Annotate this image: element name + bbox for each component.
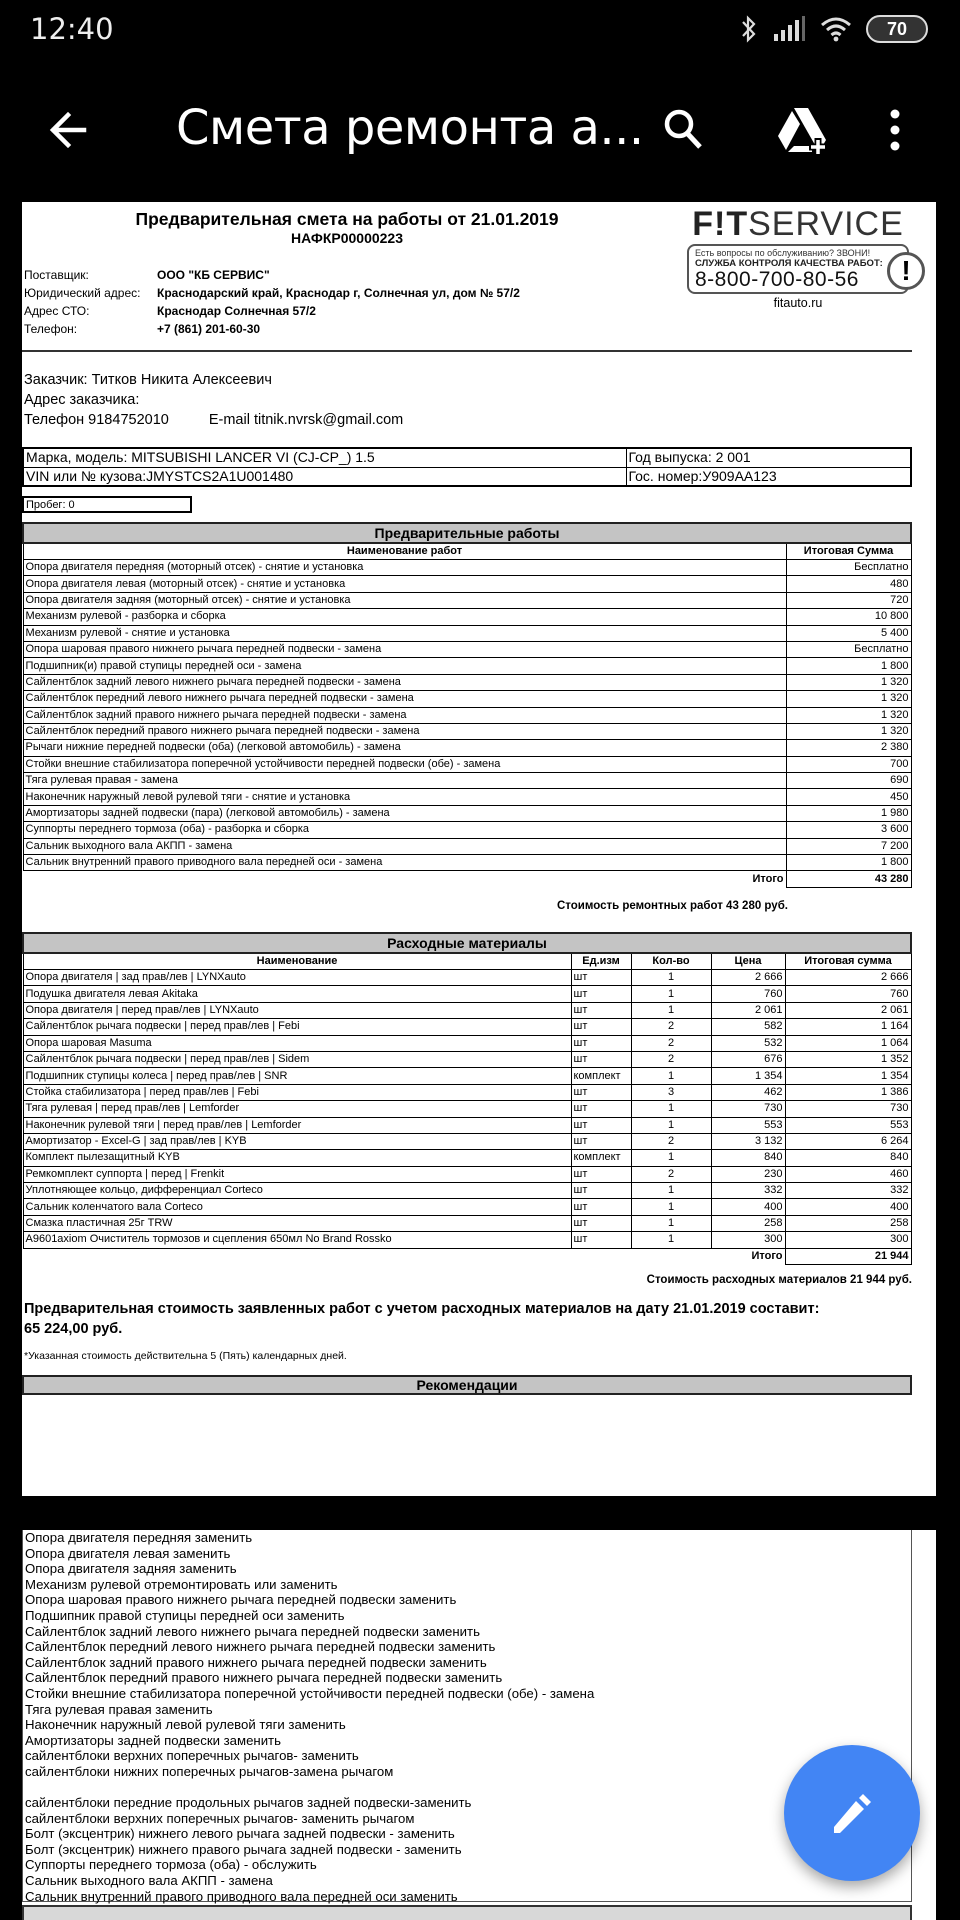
more-vert-icon[interactable] xyxy=(880,102,910,158)
material-price: 2 061 xyxy=(711,1002,785,1018)
work-name: Наконечник наружный левой рулевой тяги - снятие и установка xyxy=(23,789,786,805)
materials-row xyxy=(23,1051,911,1067)
material-sum: 1 386 xyxy=(785,1084,911,1100)
legal-address-value: Краснодарский край, Краснодар г, Солнечная ул, дом № 57/2 xyxy=(157,286,520,300)
material-qty: 1 xyxy=(631,1101,711,1117)
materials-row xyxy=(23,1199,911,1215)
recommendations-header: Рекомендации xyxy=(22,1375,912,1395)
material-price: 3 132 xyxy=(711,1133,785,1149)
material-unit: комплект xyxy=(571,1150,631,1166)
work-name: Сайлентблок задний правого нижнего рычага передней подвески - замена xyxy=(23,707,786,723)
grand-total xyxy=(24,1299,819,1339)
works-row xyxy=(23,674,911,690)
signal-icon xyxy=(772,16,806,42)
recommendation-item: Сайлентблок передний левого нижнего рычага передней подвески заменить xyxy=(25,1639,496,1655)
works-header-name: Наименование работ xyxy=(23,543,786,560)
work-name: Сайлентблок задний левого нижнего рычага передней подвески - замена xyxy=(23,674,786,690)
recommendation-item: Болт (эксцентрик) нижнего правого рычага задней подвески - заменить xyxy=(25,1841,462,1857)
supplier-value: ООО "КБ СЕРВИС" xyxy=(157,268,270,282)
fitservice-logo xyxy=(678,204,918,314)
material-qty: 2 xyxy=(631,1051,711,1067)
grand-total-value: 65 224,00 руб. xyxy=(24,1321,123,1337)
material-unit: шт xyxy=(571,1101,631,1117)
works-row xyxy=(23,838,911,854)
material-qty: 1 xyxy=(631,1215,711,1231)
materials-row xyxy=(23,970,911,986)
recommendation-item: Подшипник правой ступицы передней оси заменить xyxy=(25,1607,345,1623)
work-sum: 1 320 xyxy=(786,707,911,723)
recommendation-item: Опора двигателя передняя заменить xyxy=(25,1530,253,1545)
material-name: Подушка двигателя левая Akitaka xyxy=(23,986,571,1002)
materials-table xyxy=(22,932,912,1265)
vehicle-model: Марка, модель: MITSUBISHI LANCER VI (CJ-CP_) 1.5 xyxy=(23,448,626,467)
works-row xyxy=(23,855,911,871)
supplier-phone-row xyxy=(24,320,520,338)
service-address-value: Краснодар Солнечная 57/2 xyxy=(157,304,316,318)
vehicle-row xyxy=(23,467,911,486)
work-name: Сальник выходного вала АКПП - замена xyxy=(23,838,786,854)
material-price: 332 xyxy=(711,1183,785,1199)
work-name: Сальник внутренний правого приводного вала передней оси - замена xyxy=(23,855,786,871)
works-total-value: 43 280 xyxy=(786,871,911,887)
recommendation-item: сайлентблоки верхних поперечных рычагов- заменить xyxy=(25,1748,359,1764)
material-sum: 258 xyxy=(785,1215,911,1231)
work-name: Механизм рулевой - разборка и сборка xyxy=(23,609,786,625)
material-sum: 840 xyxy=(785,1150,911,1166)
work-sum: 3 600 xyxy=(786,822,911,838)
work-name: Сайлентблок передний левого нижнего рычага передней подвески - замена xyxy=(23,691,786,707)
works-row xyxy=(23,641,911,657)
recommendation-item: Стойки внешние стабилизатора поперечной устойчивости передней подвески (обе) - замена xyxy=(25,1685,595,1701)
material-name: Наконечник рулевой тяги | перед прав/лев | Lemforder xyxy=(23,1117,571,1133)
work-sum: 5 400 xyxy=(786,625,911,641)
recommendation-item: Болт (эксцентрик) нижнего левого рычага задней подвески - заменить xyxy=(25,1826,455,1842)
materials-row xyxy=(23,1133,911,1149)
material-unit: шт xyxy=(571,1133,631,1149)
material-price: 2 666 xyxy=(711,970,785,986)
grand-total-text: Предварительная стоимость заявленных работ с учетом расходных материалов на дату 21.01.2019 составит: xyxy=(24,1301,820,1317)
logo-phone: 8-800-700-80-56 xyxy=(695,268,859,291)
materials-section-title: Расходные материалы xyxy=(23,933,911,953)
materials-row xyxy=(23,1166,911,1182)
work-sum: 480 xyxy=(786,576,911,592)
recommendation-item: Сайлентблок задний правого нижнего рычага передней подвески заменить xyxy=(25,1654,487,1670)
material-name: Опора шаровая Masuma xyxy=(23,1035,571,1051)
material-sum: 460 xyxy=(785,1166,911,1182)
status-time: 12:40 xyxy=(30,12,114,46)
works-total-label: Итого xyxy=(752,872,784,885)
edit-fab-button[interactable] xyxy=(784,1745,920,1881)
logo-quality-text: СЛУЖБА КОНТРОЛЯ КАЧЕСТВА РАБОТ: xyxy=(695,258,883,269)
works-cost-line: Стоимость ремонтных работ 43 280 руб. xyxy=(556,900,788,912)
work-sum: 1 980 xyxy=(786,805,911,821)
material-qty: 1 xyxy=(631,1150,711,1166)
material-unit: шт xyxy=(571,986,631,1002)
work-sum: Бесплатно xyxy=(786,641,911,657)
works-row xyxy=(23,625,911,641)
material-price: 553 xyxy=(711,1117,785,1133)
materials-row xyxy=(23,1019,911,1035)
logo-hotline-box xyxy=(687,244,909,294)
material-name: Опора двигателя | перед прав/лев | LYNXauto xyxy=(23,1002,571,1018)
material-price: 462 xyxy=(711,1084,785,1100)
arrow-back-icon[interactable] xyxy=(44,105,94,155)
material-unit: шт xyxy=(571,1084,631,1100)
recommendation-item: Опора двигателя левая заменить xyxy=(25,1545,231,1561)
logo-brand-bold: F!T xyxy=(692,205,749,243)
material-unit: шт xyxy=(571,1199,631,1215)
wifi-icon xyxy=(820,16,852,42)
recommendation-item: Сайлентблок передний правого нижнего рычага передней подвески заменить xyxy=(25,1670,503,1686)
work-sum: 2 380 xyxy=(786,740,911,756)
vehicle-vin: VIN или № кузова:JMYSTCS2A1U001480 xyxy=(23,467,626,486)
service-address-row xyxy=(24,302,520,320)
material-unit: шт xyxy=(571,1051,631,1067)
customer-address: Адрес заказчика: xyxy=(24,392,140,408)
works-row xyxy=(23,560,911,576)
work-name: Рычаги нижние передней подвески (оба) (легковой автомобиль) - замена xyxy=(23,740,786,756)
status-bar xyxy=(0,0,960,60)
works-header-sum: Итоговая Сумма xyxy=(786,543,911,560)
app-bar xyxy=(0,60,960,200)
customer-contacts xyxy=(24,410,403,430)
works-row xyxy=(23,609,911,625)
works-row xyxy=(23,592,911,608)
material-name: Сайлентблок рычага подвески | перед прав/лев | Febi xyxy=(23,1019,571,1035)
logo-brand xyxy=(678,204,918,244)
material-unit: шт xyxy=(571,970,631,986)
material-sum: 400 xyxy=(785,1199,911,1215)
battery-indicator xyxy=(866,15,928,43)
material-name: Стойка стабилизатора | перед прав/лев | Febi xyxy=(23,1084,571,1100)
recommendation-item: Сальник внутренний правого приводного вала передней оси заменить xyxy=(25,1888,458,1904)
works-row xyxy=(23,740,911,756)
work-sum: 720 xyxy=(786,592,911,608)
recommendation-item: сайлентблоки нижних поперечных рычагов-замена рычагом xyxy=(25,1763,394,1779)
search-icon[interactable] xyxy=(656,102,712,158)
recommendation-item: Опора шаровая правого нижнего рычага передней подвески заменить xyxy=(25,1592,457,1608)
materials-row xyxy=(23,1002,911,1018)
supplier-label: Поставщик: xyxy=(24,268,89,282)
work-sum: 1 320 xyxy=(786,691,911,707)
work-sum: 1 800 xyxy=(786,658,911,674)
material-unit: шт xyxy=(571,1117,631,1133)
material-qty: 1 xyxy=(631,1183,711,1199)
customer-email: E-mail titnik.nvrsk@gmail.com xyxy=(208,412,404,428)
work-sum: 10 800 xyxy=(786,609,911,625)
work-name: Стойки внешние стабилизатора поперечной устойчивости передней подвески (обе) - замена xyxy=(23,756,786,772)
material-name: A9601axiom Очиститель тормозов и сцепления 650мл No Brand Rossko xyxy=(23,1232,571,1248)
material-sum: 300 xyxy=(785,1232,911,1248)
divider xyxy=(22,350,912,352)
materials-row xyxy=(23,1035,911,1051)
material-sum: 760 xyxy=(785,986,911,1002)
material-price: 676 xyxy=(711,1051,785,1067)
recommendation-item: Тяга рулевая правая заменить xyxy=(25,1701,213,1717)
works-row xyxy=(23,805,911,821)
material-unit: шт xyxy=(571,1183,631,1199)
service-address-label: Адрес СТО: xyxy=(24,304,90,318)
material-price: 1 354 xyxy=(711,1068,785,1084)
material-sum: 2 061 xyxy=(785,1002,911,1018)
material-qty: 1 xyxy=(631,986,711,1002)
material-qty: 2 xyxy=(631,1019,711,1035)
works-header-row xyxy=(23,543,911,560)
bluetooth-icon xyxy=(740,14,758,44)
works-row xyxy=(23,576,911,592)
material-price: 400 xyxy=(711,1199,785,1215)
work-sum: 1 320 xyxy=(786,674,911,690)
recommendation-item: Амортизаторы задней подвески заменить xyxy=(25,1732,281,1748)
recommendation-item xyxy=(25,1780,911,1796)
recommendation-item: Наконечник наружный левой рулевой тяги заменить xyxy=(25,1717,346,1733)
materials-row xyxy=(23,1150,911,1166)
supplier-row xyxy=(24,266,520,284)
works-row xyxy=(23,658,911,674)
material-sum: 6 264 xyxy=(785,1133,911,1149)
material-price: 840 xyxy=(711,1150,785,1166)
material-unit: шт xyxy=(571,1035,631,1051)
material-price: 760 xyxy=(711,986,785,1002)
works-section-title: Предварительные работы xyxy=(23,523,911,543)
work-name: Механизм рулевой - снятие и установка xyxy=(23,625,786,641)
materials-row xyxy=(23,1117,911,1133)
logo-hotline-text: Есть вопросы по обслуживанию? ЗВОНИ! xyxy=(695,248,871,258)
customer-phone: Телефон 9184752010 xyxy=(24,412,169,428)
materials-header-qty: Кол-во xyxy=(631,953,711,970)
work-sum: 1 320 xyxy=(786,723,911,739)
material-unit: шт xyxy=(571,1019,631,1035)
materials-row xyxy=(23,1084,911,1100)
material-name: Смазка пластичная 25г TRW xyxy=(23,1215,571,1231)
material-sum: 2 666 xyxy=(785,970,911,986)
legal-address-row xyxy=(24,284,520,302)
material-name: Опора двигателя | зад прав/лев | LYNXauto xyxy=(23,970,571,986)
materials-row xyxy=(23,1183,911,1199)
work-sum: 690 xyxy=(786,773,911,789)
material-qty: 1 xyxy=(631,1199,711,1215)
works-row xyxy=(23,789,911,805)
material-unit: шт xyxy=(571,1232,631,1248)
pdf-page-2 xyxy=(22,1530,936,1920)
materials-header-price: Цена xyxy=(711,953,785,970)
work-sum: Бесплатно xyxy=(786,560,911,576)
estimate-number: НАФКР00000223 xyxy=(291,230,403,246)
materials-header-row xyxy=(23,953,911,970)
material-name: Сальник коленчатого вала Corteco xyxy=(23,1199,571,1215)
vehicle-year: Год выпуска: 2 001 xyxy=(626,448,911,467)
material-name: Комплект пылезащитный KYB xyxy=(23,1150,571,1166)
add-to-drive-icon[interactable] xyxy=(774,102,830,158)
material-qty: 1 xyxy=(631,1232,711,1248)
materials-row xyxy=(23,986,911,1002)
material-qty: 1 xyxy=(631,970,711,986)
materials-cost-line: Стоимость расходных материалов 21 944 руб. xyxy=(646,1274,912,1286)
edit-pencil-icon xyxy=(826,1787,878,1839)
material-price: 230 xyxy=(711,1166,785,1182)
material-sum: 332 xyxy=(785,1183,911,1199)
legal-address-label: Юридический адрес: xyxy=(24,286,141,300)
works-row xyxy=(23,773,911,789)
material-sum: 1 064 xyxy=(785,1035,911,1051)
materials-total-value: 21 944 xyxy=(785,1248,911,1264)
material-qty: 1 xyxy=(631,1002,711,1018)
next-section-header xyxy=(22,1905,912,1920)
validity-note: *Указанная стоимость действительна 5 (Пять) календарных дней. xyxy=(24,1350,347,1362)
material-name: Подшипник ступицы колеса | перед прав/лев | SNR xyxy=(23,1068,571,1084)
material-name: Сайлентблок рычага подвески | перед прав/лев | Sidem xyxy=(23,1051,571,1067)
material-sum: 730 xyxy=(785,1101,911,1117)
material-price: 300 xyxy=(711,1232,785,1248)
logo-brand-light: SERVICE xyxy=(748,205,904,243)
material-sum: 1 164 xyxy=(785,1019,911,1035)
battery-level: 70 xyxy=(886,18,908,39)
work-name: Опора шаровая правого нижнего рычага передней подвески - замена xyxy=(23,641,786,657)
customer-info xyxy=(24,370,403,430)
works-row xyxy=(23,756,911,772)
exclamation-icon: ! xyxy=(887,252,925,290)
material-price: 258 xyxy=(711,1215,785,1231)
work-sum: 1 800 xyxy=(786,855,911,871)
material-price: 730 xyxy=(711,1101,785,1117)
work-name: Суппорты переднего тормоза (оба) - разборка и сборка xyxy=(23,822,786,838)
material-sum: 1 354 xyxy=(785,1068,911,1084)
material-qty: 1 xyxy=(631,1117,711,1133)
material-name: Амортизатор - Excel-G | зад прав/лев | KYB xyxy=(23,1133,571,1149)
materials-row xyxy=(23,1232,911,1248)
mileage: Пробег: 0 xyxy=(22,496,192,513)
material-qty: 2 xyxy=(631,1166,711,1182)
material-name: Уплотняющее кольцо, дифференциал Corteco xyxy=(23,1183,571,1199)
work-name: Амортизаторы задней подвески (пара) (легковой автомобиль) - замена xyxy=(23,805,786,821)
work-sum: 700 xyxy=(786,756,911,772)
work-name: Сайлентблок передний правого нижнего рычага передней подвески - замена xyxy=(23,723,786,739)
recommendation-item: Сайлентблок задний левого нижнего рычага передней подвески заменить xyxy=(25,1623,480,1639)
material-price: 532 xyxy=(711,1035,785,1051)
materials-total-row xyxy=(23,1248,911,1264)
material-qty: 1 xyxy=(631,1068,711,1084)
work-name: Опора двигателя левая (моторный отсек) - снятие и установка xyxy=(23,576,786,592)
recommendation-item: Опора двигателя задняя заменить xyxy=(25,1561,237,1577)
works-row xyxy=(23,691,911,707)
works-row xyxy=(23,723,911,739)
work-name: Тяга рулевая правая - замена xyxy=(23,773,786,789)
material-unit: шт xyxy=(571,1002,631,1018)
material-name: Ремкомплект суппорта | перед | Frenkit xyxy=(23,1166,571,1182)
materials-row xyxy=(23,1068,911,1084)
materials-header-sum: Итоговая сумма xyxy=(785,953,911,970)
supplier-info xyxy=(24,266,520,338)
recommendation-item: Суппорты переднего тормоза (оба) - обслужить xyxy=(25,1857,317,1873)
material-qty: 3 xyxy=(631,1084,711,1100)
work-name: Опора двигателя задняя (моторный отсек) - снятие и установка xyxy=(23,592,786,608)
works-row xyxy=(23,707,911,723)
recommendation-item: Сальник выходного вала АКПП - замена xyxy=(25,1873,273,1889)
recommendation-item: сайлентблоки верхних поперечных рычагов- заменить рычагом xyxy=(25,1810,415,1826)
works-table xyxy=(22,522,912,888)
material-price: 582 xyxy=(711,1019,785,1035)
recommendation-item: сайлентблоки передние продольных рычагов задней подвески-заменить xyxy=(25,1795,472,1811)
material-qty: 2 xyxy=(631,1133,711,1149)
pdf-page-1 xyxy=(22,202,936,1496)
vehicle-row xyxy=(23,448,911,467)
works-row xyxy=(23,822,911,838)
materials-total-label: Итого xyxy=(751,1250,783,1263)
work-name: Подшипник(и) правой ступицы передней оси - замена xyxy=(23,658,786,674)
material-sum: 1 352 xyxy=(785,1051,911,1067)
materials-row xyxy=(23,1215,911,1231)
supplier-phone-value: +7 (861) 201-60-30 xyxy=(157,322,261,336)
document-title: Смета ремонта а... xyxy=(176,100,644,156)
material-unit: шт xyxy=(571,1215,631,1231)
status-icons xyxy=(740,14,928,44)
recommendation-item: Механизм рулевой отремонтировать или заменить xyxy=(25,1576,338,1592)
estimate-title: Предварительная смета на работы от 21.01.2019 xyxy=(135,209,559,229)
recommendations-list xyxy=(22,1530,912,1902)
work-name: Опора двигателя передняя (моторный отсек) - снятие и установка xyxy=(23,560,786,576)
materials-header-unit: Ед.изм xyxy=(571,953,631,970)
material-name: Тяга рулевая | перед прав/лев | Lemforder xyxy=(23,1101,571,1117)
works-total-row xyxy=(23,871,911,887)
work-sum: 450 xyxy=(786,789,911,805)
material-unit: шт xyxy=(571,1166,631,1182)
customer-name: Заказчик: Титков Никита Алексеевич xyxy=(24,372,272,388)
materials-header-name: Наименование xyxy=(23,953,571,970)
vehicle-plate: Гос. номер:У909АА123 xyxy=(626,467,911,486)
vehicle-table xyxy=(22,447,912,487)
logo-website: fitauto.ru xyxy=(773,296,823,310)
work-sum: 7 200 xyxy=(786,838,911,854)
material-qty: 2 xyxy=(631,1035,711,1051)
supplier-phone-label: Телефон: xyxy=(24,322,78,336)
material-unit: комплект xyxy=(571,1068,631,1084)
materials-row xyxy=(23,1101,911,1117)
material-sum: 553 xyxy=(785,1117,911,1133)
